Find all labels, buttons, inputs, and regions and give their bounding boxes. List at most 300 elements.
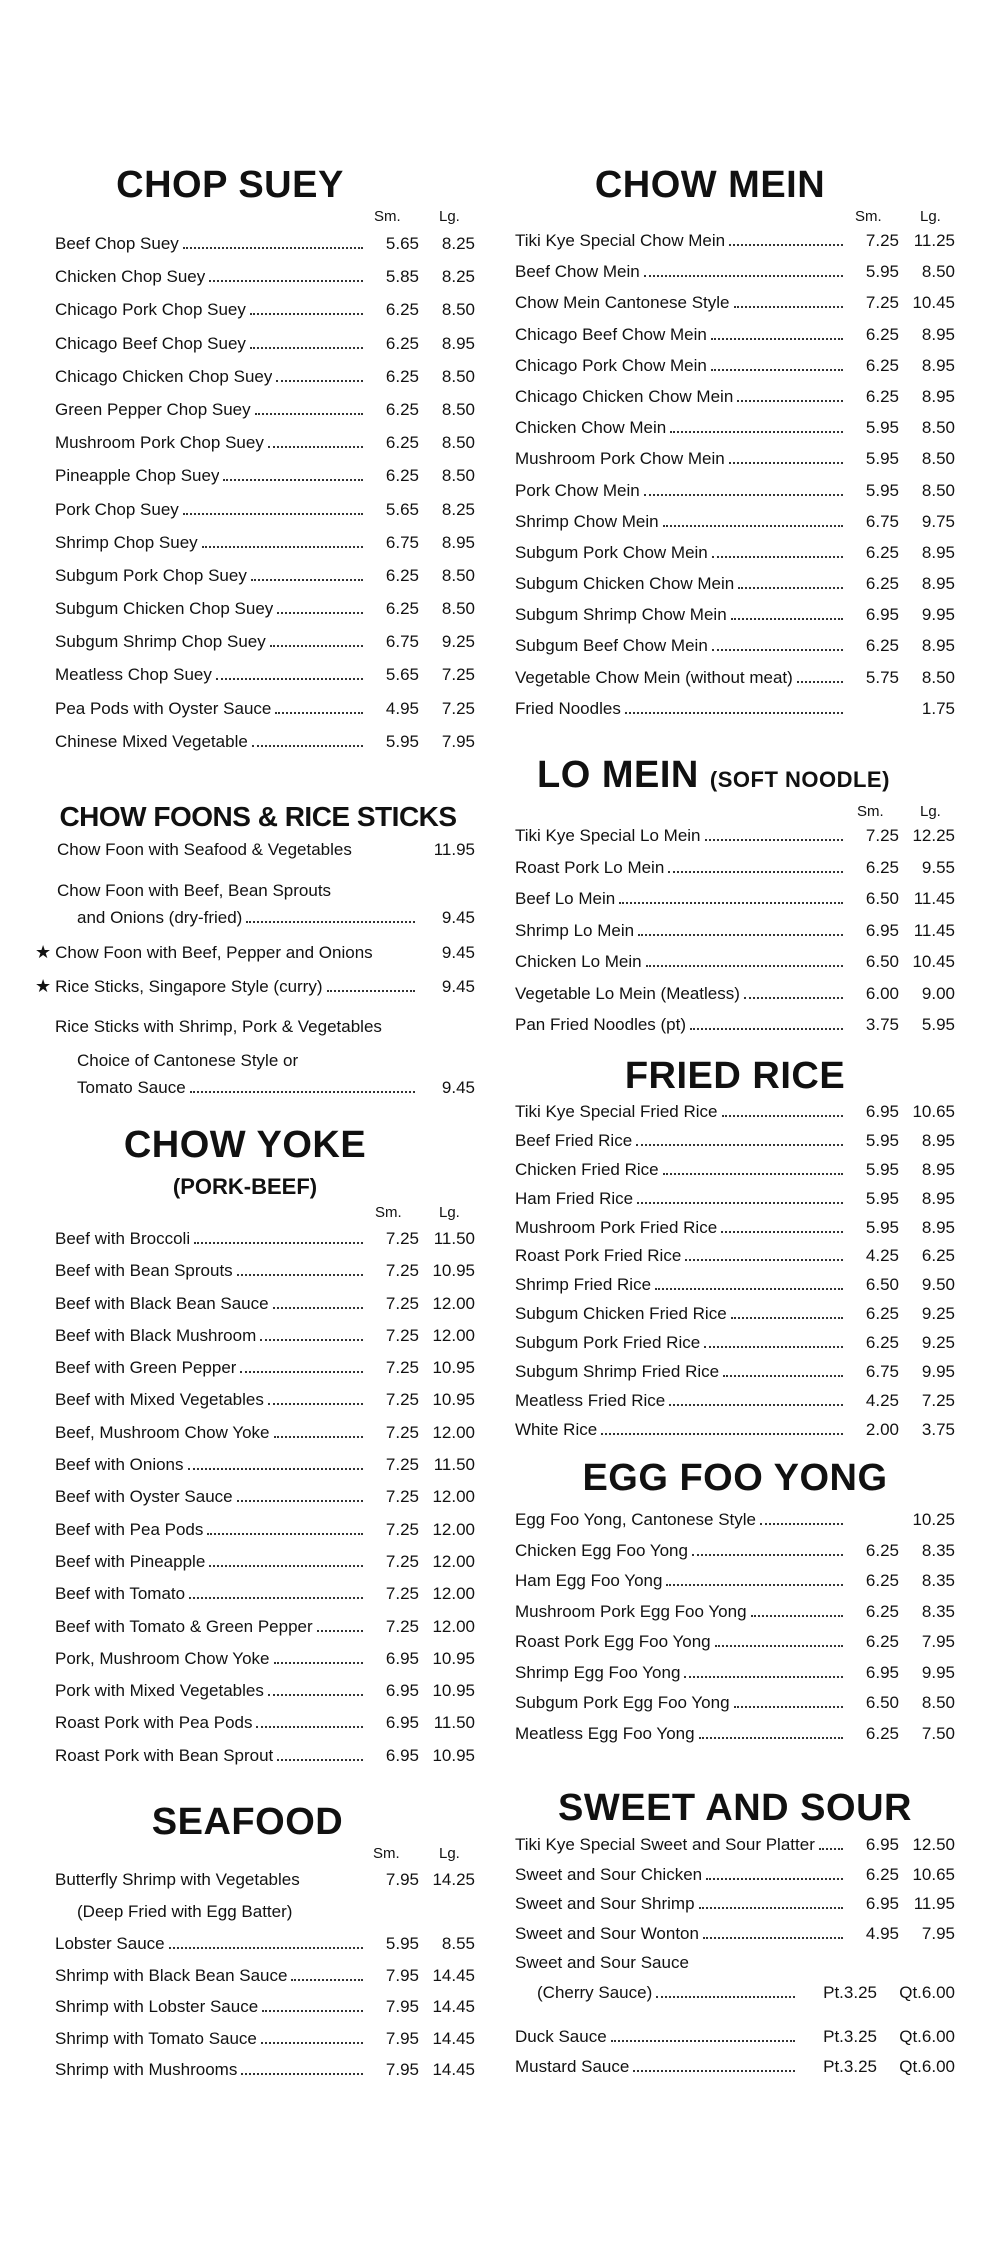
item-price: 9.45: [441, 1078, 475, 1097]
item-name: Roast Pork Egg Foo Yong: [515, 1632, 711, 1651]
leader-dots: [275, 712, 363, 714]
leader-dots: [734, 1706, 843, 1708]
item-price-small: 6.25: [865, 1601, 899, 1621]
item-price-large: 8.95: [921, 542, 955, 562]
list-item: [55, 1078, 475, 1112]
fried-rice-title: FRIED RICE: [624, 1055, 846, 1097]
leader-dots: [644, 494, 843, 496]
item-price-large: 8.50: [921, 667, 955, 687]
leader-dots: [692, 1554, 843, 1556]
item-name: Subgum Shrimp Fried Rice: [515, 1362, 720, 1382]
item-price-small: 6.50: [865, 889, 899, 908]
leader-dots: [685, 1259, 843, 1261]
item-price-small: 6.25: [865, 1333, 899, 1353]
item-price-small: 2.00: [865, 1419, 899, 1439]
item-name: Sweet and Sour Wonton: [515, 1923, 699, 1943]
item-price-large: 12.25: [912, 826, 955, 845]
item-name: Pan Fried Noodles (pt): [515, 1015, 687, 1034]
item-name: Chow Mein Cantonese Style: [515, 293, 730, 313]
item-price-small: 7.25: [385, 1293, 419, 1313]
item-price-small: 7.25: [385, 1261, 419, 1281]
item-name: Subgum Shrimp Chow Mein: [515, 605, 727, 625]
fried-rice-section: [515, 1054, 955, 1445]
chow-mein-column-headers: [515, 207, 955, 225]
item-price-small: 6.25: [385, 565, 419, 585]
seafood-list: [55, 1864, 475, 2086]
item-price-small: 7.25: [865, 826, 899, 845]
list-item: [55, 658, 475, 691]
leader-dots: [666, 1584, 843, 1586]
list-item: Choice of Cantonese Style or: [77, 1051, 299, 1070]
leader-dots: [256, 1726, 363, 1728]
item-price-large: 9.00: [921, 983, 955, 1003]
item-price-large: 7.25: [441, 665, 475, 685]
list-item: [515, 1329, 955, 1358]
item-price-large: 12.00: [432, 1293, 475, 1313]
list-item: [55, 1991, 475, 2023]
item-price-large: 11.50: [433, 1713, 475, 1733]
item-price-small: 6.75: [865, 511, 899, 531]
fried-rice-list: [515, 1098, 955, 1445]
item-name: Tiki Kye Special Lo Mein: [515, 826, 701, 845]
item-name: Subgum Pork Egg Foo Yong: [515, 1693, 730, 1712]
item-price-large: 8.95: [921, 636, 955, 656]
item-name: Beef Lo Mein: [515, 889, 616, 908]
lo-mein-title-main: LO MEIN: [537, 754, 699, 796]
item-price-small: 6.25: [385, 599, 419, 619]
item-price-large: 11.95: [913, 1894, 955, 1913]
leader-dots: [209, 280, 363, 282]
leader-dots: [268, 446, 363, 448]
small-header: Sm.: [373, 1845, 400, 1862]
leader-dots: [277, 1759, 363, 1761]
item-name: Shrimp Chow Mein: [515, 511, 659, 531]
leader-dots: [619, 902, 843, 904]
list-item: [515, 1688, 955, 1719]
item-price-small: 4.95: [385, 698, 419, 718]
chop-suey-title: CHOP SUEY: [116, 164, 344, 206]
item-name: and Onions (dry-fried): [77, 908, 243, 927]
leader-dots: [240, 1371, 363, 1373]
leader-dots: [223, 479, 363, 481]
item-price-small: 6.95: [865, 1835, 899, 1854]
item-note: (Deep Fried with Egg Batter): [77, 1902, 293, 1921]
item-price-small: 5.75: [865, 667, 899, 687]
item-price-large: 8.35: [921, 1540, 955, 1560]
list-item: [515, 287, 955, 318]
item-price-large: 11.45: [913, 889, 955, 908]
item-price-large: 12.00: [432, 1325, 475, 1345]
list-item: [515, 1919, 955, 1949]
item-name: Beef Fried Rice: [515, 1130, 633, 1150]
item-price-small: 7.25: [385, 1358, 419, 1378]
item-price-large: 8.50: [441, 399, 475, 419]
leader-dots: [705, 839, 843, 841]
item-name: Tiki Kye Special Sweet and Sour Platter: [515, 1835, 815, 1854]
item-name: Pork with Mixed Vegetables: [55, 1681, 264, 1701]
leader-dots: [706, 1878, 843, 1880]
item-name: Beef with Broccoli: [55, 1229, 191, 1248]
leader-dots: [760, 1523, 843, 1525]
leader-dots: [601, 1433, 843, 1435]
item-name: Beef with Tomato: [55, 1584, 186, 1604]
item-name: Tiki Kye Special Fried Rice: [515, 1102, 718, 1121]
item-price-large: 8.50: [441, 300, 475, 320]
item-price: 11.95: [433, 840, 475, 859]
list-item: [515, 1505, 955, 1536]
list-item: [55, 1320, 475, 1352]
item-price-pint: Pt.3.25: [823, 1983, 877, 2002]
list-item: [515, 1358, 955, 1387]
list-item: [55, 260, 475, 293]
list-item: [515, 475, 955, 506]
list-item: [515, 506, 955, 537]
item-price-small: 6.50: [865, 1693, 899, 1712]
item-price-quart: Qt.6.00: [899, 2057, 955, 2076]
item-price-large: 7.50: [921, 1723, 955, 1743]
chow-yoke-title: CHOW YOKE: [123, 1124, 367, 1166]
list-item: [515, 1156, 955, 1185]
leader-dots: [188, 1468, 363, 1470]
list-item: [515, 1300, 955, 1329]
item-name: Butterfly Shrimp with Vegetables: [55, 1870, 300, 1889]
item-price-large: 3.75: [921, 1419, 955, 1439]
item-price-small: 6.95: [865, 920, 899, 940]
list-item: [55, 1675, 475, 1707]
item-name: Duck Sauce: [515, 2027, 607, 2046]
list-item: [55, 459, 475, 492]
item-price-small: 5.95: [865, 480, 899, 500]
leader-dots: [744, 997, 843, 999]
item-price-small: 6.25: [865, 1632, 899, 1651]
leader-dots: [237, 1274, 363, 1276]
item-price-small: 4.25: [865, 1390, 899, 1410]
list-item: Chow Foon with Beef, Bean Sprouts: [57, 881, 332, 900]
item-price-small: 6.95: [385, 1681, 419, 1701]
leader-dots: [738, 587, 843, 589]
lo-mein-title: [515, 753, 977, 802]
item-price-small: 7.25: [385, 1390, 419, 1410]
item-price-small: 7.95: [385, 2060, 419, 2079]
leader-dots: [644, 275, 843, 277]
leader-dots: [255, 413, 363, 415]
leader-dots: [737, 400, 843, 402]
item-price-large: 10.65: [912, 1864, 955, 1884]
item-price-large: 8.25: [441, 267, 475, 287]
leader-dots: [262, 2010, 363, 2012]
list-item: [515, 946, 955, 978]
large-header: Lg.: [439, 1204, 460, 1221]
star-icon: ★: [35, 942, 52, 962]
list-item: [515, 915, 955, 947]
item-name: Roast Pork with Pea Pods: [55, 1713, 253, 1733]
item-price-large: 8.95: [921, 574, 955, 594]
list-item: [515, 820, 955, 852]
item-price-large: 10.45: [912, 952, 955, 971]
item-price-small: 7.25: [385, 1519, 419, 1539]
item-price-large: 14.45: [432, 2028, 475, 2048]
seafood-section: [55, 1800, 475, 2086]
lo-mein-section: [515, 753, 955, 1041]
item-price-large: 9.75: [921, 511, 955, 531]
list-item: [55, 1417, 475, 1449]
leader-dots: [819, 1848, 843, 1850]
leader-dots: [690, 1028, 843, 1030]
item-price-large: 11.50: [433, 1229, 475, 1248]
leader-dots: [237, 1500, 363, 1502]
item-name: Mustard Sauce: [515, 2057, 630, 2076]
item-price-large: 8.50: [921, 418, 955, 438]
item-price-small: 7.25: [385, 1584, 419, 1604]
list-item: [515, 978, 955, 1010]
item-name: Beef with Black Bean Sauce: [55, 1293, 269, 1313]
item-name: Pork Chop Suey: [55, 499, 179, 519]
item-price-pint: Pt.3.25: [823, 2027, 877, 2046]
list-item: [55, 725, 475, 758]
list-item: [55, 1352, 475, 1384]
large-header: Lg.: [920, 803, 941, 820]
item-name: Chow Foon with Beef, Pepper and Onions: [55, 943, 373, 962]
item-price-small: 6.25: [865, 1304, 899, 1324]
leader-dots: [751, 1615, 843, 1617]
seafood-column-headers: [55, 1844, 475, 1864]
item-price-small: 4.95: [865, 1923, 899, 1943]
item-name: (Cherry Sauce): [537, 1983, 653, 2002]
leader-dots: [712, 556, 843, 558]
leader-dots: [637, 1202, 843, 1204]
small-header: Sm.: [375, 1204, 402, 1221]
leader-dots: [723, 1375, 843, 1377]
item-name: Chicago Pork Chow Mein: [515, 355, 707, 375]
leader-dots: [704, 1346, 843, 1348]
item-name: Mushroom Pork Chow Mein: [515, 449, 725, 469]
item-price-large: 8.95: [441, 333, 475, 353]
item-price-large: 8.50: [441, 466, 475, 486]
item-price-small: 5.95: [385, 1934, 419, 1953]
item-price-small: 6.95: [865, 1894, 899, 1913]
item-price-large: 7.95: [921, 1632, 955, 1651]
item-price-large: 12.00: [432, 1551, 475, 1571]
item-price-large: 10.95: [432, 1358, 475, 1378]
item-price-large: 12.00: [432, 1487, 475, 1507]
item-price-large: 7.95: [441, 731, 475, 751]
item-price-large: 8.95: [921, 1130, 955, 1150]
item-price-large: 6.25: [921, 1246, 955, 1266]
chow-yoke-subtitle: (PORK-BEEF): [172, 1174, 318, 1199]
leader-dots: [636, 1144, 843, 1146]
item-price-large: 8.95: [921, 1159, 955, 1179]
egg-foo-yong-section: [515, 1456, 955, 1749]
item-price-large: 9.95: [921, 605, 955, 625]
leader-dots: [183, 513, 363, 515]
list-item: [55, 526, 475, 559]
item-price-large: 8.95: [441, 532, 475, 552]
leader-dots: [277, 612, 363, 614]
list-item: [55, 227, 475, 260]
leader-dots: [711, 338, 843, 340]
list-item: [55, 840, 475, 874]
leader-dots: [250, 347, 363, 349]
item-price-small: 5.95: [865, 1130, 899, 1150]
item-price-small: 7.95: [385, 1965, 419, 1985]
leader-dots: [270, 645, 363, 647]
item-price-small: 7.25: [385, 1422, 419, 1442]
list-item: [55, 1864, 475, 1896]
chow-yoke-section: [55, 1123, 475, 1772]
list-item: [515, 443, 955, 474]
item-name: Shrimp Egg Foo Yong: [515, 1662, 681, 1682]
list-item: [515, 630, 955, 661]
list-item: [55, 1255, 475, 1287]
leader-dots: [734, 306, 843, 308]
small-header: Sm.: [855, 208, 882, 225]
item-name: Beef with Mixed Vegetables: [55, 1390, 264, 1410]
item-name: Fried Noodles: [515, 698, 621, 718]
item-name: Egg Foo Yong, Cantonese Style: [515, 1510, 757, 1529]
list-item: [515, 225, 955, 256]
list-item: [515, 599, 955, 630]
item-price-quart: Qt.6.00: [899, 2027, 955, 2046]
item-name: Shrimp with Black Bean Sauce: [55, 1965, 288, 1985]
item-name: Beef Chow Mein: [515, 262, 640, 282]
leader-dots: [216, 678, 363, 680]
lo-mein-column-headers: [515, 802, 955, 820]
item-price-small: 6.95: [385, 1713, 419, 1733]
item-name: Vegetable Lo Mein (Meatless): [515, 983, 740, 1003]
item-name: Chinese Mixed Vegetable: [55, 731, 248, 751]
list-item: [55, 293, 475, 326]
item-price-large: 12.00: [432, 1519, 475, 1539]
list-item: [515, 350, 955, 381]
egg-foo-yong-list: [515, 1505, 955, 1749]
seafood-rest-list: [55, 1928, 475, 2086]
item-name: Chicken Chop Suey: [55, 267, 206, 287]
item-price: 9.45: [441, 908, 475, 927]
item-price-large: 9.50: [921, 1275, 955, 1295]
item-price-small: 7.95: [385, 1870, 419, 1889]
leader-dots: [207, 1533, 363, 1535]
item-name: Shrimp with Tomato Sauce: [55, 2028, 257, 2048]
item-price-large: 12.50: [912, 1835, 955, 1854]
list-item: [55, 327, 475, 360]
leader-dots: [274, 1436, 363, 1438]
list-item: [55, 1740, 475, 1772]
item-name: Beef with Oyster Sauce: [55, 1487, 233, 1507]
list-item: [515, 2022, 955, 2052]
list-item: [55, 1960, 475, 1992]
item-price-small: 6.25: [865, 636, 899, 656]
list-item: [55, 1514, 475, 1546]
item-name: Green Pepper Chop Suey: [55, 399, 251, 419]
leader-dots: [731, 618, 843, 620]
leader-dots: [656, 1996, 795, 1998]
item-price-small: 6.75: [385, 632, 419, 652]
item-price-large: 9.95: [921, 1362, 955, 1382]
item-name: Chicken Fried Rice: [515, 1159, 659, 1179]
item-price-small: 5.95: [865, 262, 899, 282]
item-price-large: 8.50: [441, 565, 475, 585]
item-name: Chicken Egg Foo Yong: [515, 1540, 688, 1560]
item-price-small: 5.95: [385, 731, 419, 751]
leader-dots: [684, 1676, 843, 1678]
list-item: [515, 1416, 955, 1445]
item-name: Subgum Chicken Chow Mein: [515, 574, 735, 594]
item-price-large: 8.50: [441, 599, 475, 619]
leader-dots: [670, 431, 843, 433]
item-price-small: 7.95: [385, 1997, 419, 2016]
list-item: [515, 1098, 955, 1127]
item-price-small: 5.95: [865, 418, 899, 438]
item-name: Pork Chow Mein: [515, 480, 640, 500]
item-price-large: 8.95: [921, 324, 955, 344]
item-price-large: 9.25: [921, 1304, 955, 1324]
leader-dots: [731, 1317, 843, 1319]
list-item: [515, 1830, 955, 1860]
list-item: [55, 426, 475, 459]
chow-mein-list: [515, 225, 955, 724]
item-price-large: 14.25: [432, 1870, 475, 1889]
item-price-large: 7.25: [441, 698, 475, 718]
leader-dots: [190, 1091, 415, 1093]
item-price-large: 11.25: [913, 231, 955, 250]
item-price-large: 12.00: [432, 1584, 475, 1604]
chow-yoke-list: [55, 1223, 475, 1772]
item-price-large: 8.35: [921, 1601, 955, 1621]
item-name: Shrimp Lo Mein: [515, 920, 635, 940]
leader-dots: [260, 1339, 363, 1341]
list-item: [515, 2052, 955, 2082]
list-item: [55, 360, 475, 393]
list-item: [515, 662, 955, 693]
list-item: [515, 381, 955, 412]
list-item: [515, 1271, 955, 1300]
item-price-large: 14.45: [432, 1997, 475, 2016]
item-price-small: 6.95: [865, 605, 899, 625]
item-price-small: 6.75: [865, 1362, 899, 1382]
leader-dots: [276, 380, 363, 382]
large-header: Lg.: [920, 208, 941, 225]
item-name: Shrimp with Mushrooms: [55, 2060, 238, 2079]
list-item: [35, 942, 475, 976]
leader-dots: [252, 745, 363, 747]
item-price-large: 10.95: [432, 1261, 475, 1281]
item-name: Mushroom Pork Chop Suey: [55, 433, 264, 453]
egg-foo-yong-title: EGG FOO YONG: [582, 1457, 888, 1499]
item-name: Beef with Black Mushroom: [55, 1325, 257, 1345]
sauce-label: Sweet and Sour Sauce: [515, 1953, 689, 1972]
item-name: Pea Pods with Oyster Sauce: [55, 698, 272, 718]
leader-dots: [625, 712, 843, 714]
list-item: Rice Sticks with Shrimp, Pork & Vegetables: [55, 1017, 382, 1036]
item-price-large: 9.95: [921, 1662, 955, 1682]
list-item: [515, 1597, 955, 1628]
leader-dots: [209, 1565, 363, 1567]
list-item: [515, 1978, 955, 2008]
item-price-small: 5.95: [865, 1217, 899, 1237]
chop-suey-column-headers: [55, 207, 475, 227]
item-price-small: 7.25: [865, 231, 899, 250]
list-item: [515, 1536, 955, 1567]
item-name: Vegetable Chow Mein (without meat): [515, 667, 793, 687]
item-price-small: 5.85: [385, 267, 419, 287]
item-price-small: 7.25: [385, 1455, 419, 1475]
leader-dots: [663, 1173, 843, 1175]
list-item: [55, 1223, 475, 1255]
item-price-small: 6.25: [385, 300, 419, 320]
item-name: Chicago Chicken Chop Suey: [55, 366, 273, 386]
item-name: Meatless Chop Suey: [55, 665, 212, 685]
list-item: [515, 1242, 955, 1271]
